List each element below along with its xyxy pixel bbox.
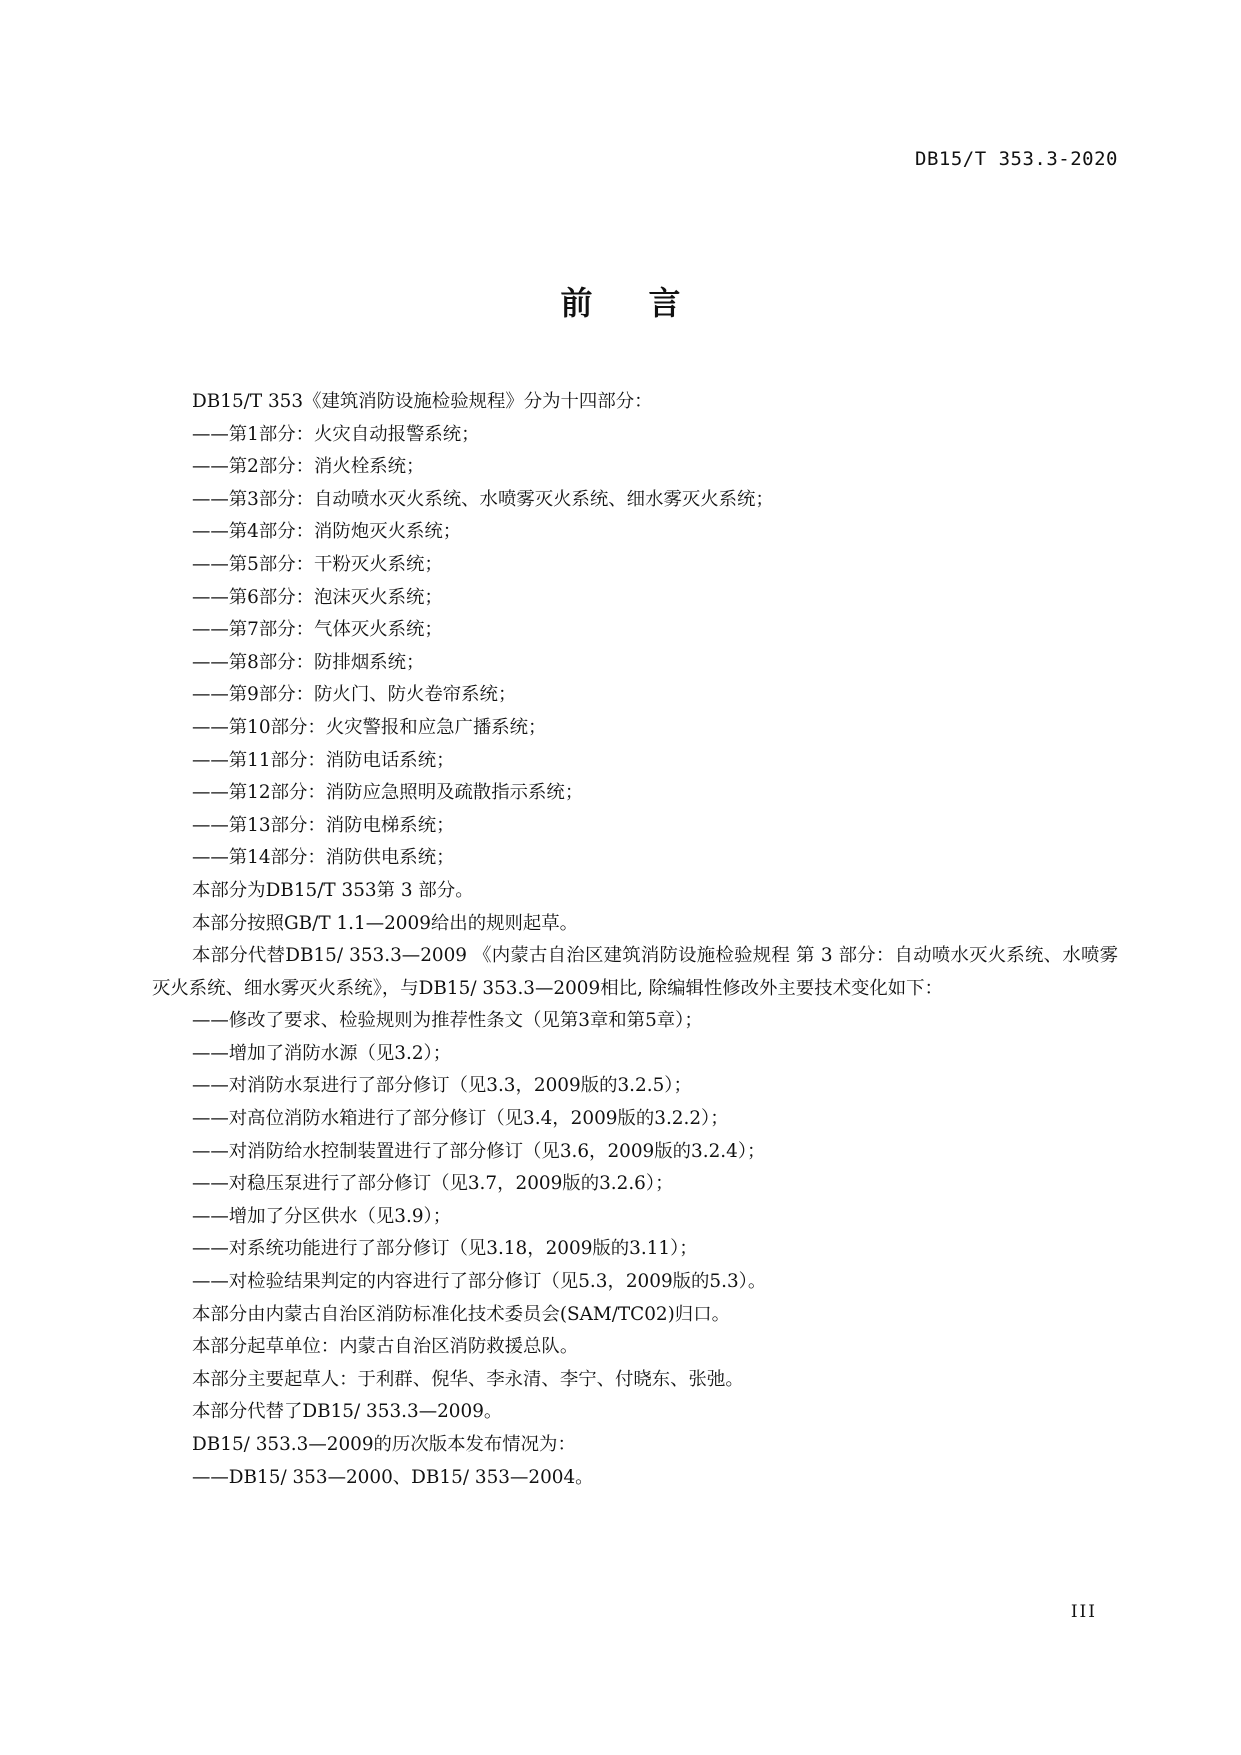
part-list-item: ——第12部分：消防应急照明及疏散指示系统；: [192, 782, 584, 804]
change-list-item: ——对系统功能进行了部分修订（见3.18，2009版的3.11）；: [192, 1238, 698, 1260]
replacement-paragraph: 本部分代替DB15/ 353.3—2009 《内蒙古自治区建筑消防设施检验规程 第 3 部分：自动喷水灭火系统、水喷雾灭火系统、细水雾灭火系统》，与DB15/ 353.3—2009相比, 除编辑性修改外主要技术变化如下：: [152, 945, 1118, 999]
page-number: III: [1070, 1602, 1097, 1622]
part-list-item: ——第3部分：自动喷水灭火系统、水喷雾灭火系统、细水雾灭火系统；: [192, 488, 774, 510]
part-list-item: ——第6部分：泡沫灭火系统；: [192, 586, 443, 608]
part-list-item: ——第7部分：气体灭火系统；: [192, 619, 443, 641]
change-list-item: ——修改了要求、检验规则为推荐性条文（见第3章和第5章）；: [192, 1010, 703, 1032]
history-list-item: ——DB15/ 353—2000、DB15/ 353—2004。: [192, 1466, 594, 1488]
intro-paragraph: DB15/T 353《建筑消防设施检验规程》分为十四部分：: [192, 391, 653, 412]
part-list-item: ——第2部分：消火栓系统；: [192, 456, 425, 478]
change-list-item: ——对检验结果判定的内容进行了部分修订（见5.3，2009版的5.3）。: [192, 1271, 767, 1293]
change-list-item: ——对稳压泵进行了部分修订（见3.7，2009版的3.2.6）；: [192, 1173, 674, 1195]
change-list-item: ——增加了分区供水（见3.9）；: [192, 1205, 452, 1227]
change-list-item: ——对消防给水控制装置进行了部分修订（见3.6，2009版的3.2.4）；: [192, 1140, 766, 1162]
part-list-item: ——第5部分：干粉灭火系统；: [192, 553, 443, 575]
document-code: DB15/T 353.3-2020: [915, 148, 1118, 170]
page-title: 前言: [560, 284, 737, 322]
change-list-item: ——对高位消防水箱进行了部分修订（见3.4，2009版的3.2.2）；: [192, 1108, 729, 1130]
part-list-item: ——第14部分：消防供电系统；: [192, 847, 455, 869]
part-list-item: ——第9部分：防火门、防火卷帘系统；: [192, 684, 517, 706]
part-list-item: ——第1部分：火灾自动报警系统；: [192, 423, 480, 445]
change-list-item: ——增加了消防水源（见3.2）；: [192, 1042, 452, 1064]
part-list-item: ——第8部分：防排烟系统；: [192, 651, 425, 673]
drafting-rule-paragraph: 本部分按照GB/T 1.1—2009给出的规则起草。: [192, 912, 579, 934]
history-intro-paragraph: DB15/ 353.3—2009的历次版本发布情况为：: [192, 1434, 576, 1455]
proposer-paragraph: 本部分由内蒙古自治区消防标准化技术委员会(SAM/TC02)归口。: [192, 1303, 730, 1325]
drafting-unit-paragraph: 本部分起草单位：内蒙古自治区消防救援总队。: [192, 1336, 579, 1358]
foreword-body: [152, 386, 1118, 1494]
replaced-paragraph: 本部分代替了DB15/ 353.3—2009。: [192, 1401, 503, 1423]
this-part-paragraph: 本部分为DB15/T 353第 3 部分。: [192, 879, 474, 901]
drafters-paragraph: 本部分主要起草人：于利群、倪华、李永清、李宁、付晓东、张弛。: [192, 1368, 744, 1390]
part-list-item: ——第4部分：消防炮灭火系统；: [192, 521, 462, 543]
part-list-item: ——第13部分：消防电梯系统；: [192, 814, 455, 836]
part-list-item: ——第10部分：火灾警报和应急广播系统；: [192, 716, 547, 738]
change-list-item: ——对消防水泵进行了部分修订（见3.3，2009版的3.2.5）；: [192, 1075, 692, 1097]
part-list-item: ——第11部分：消防电话系统；: [192, 749, 455, 771]
